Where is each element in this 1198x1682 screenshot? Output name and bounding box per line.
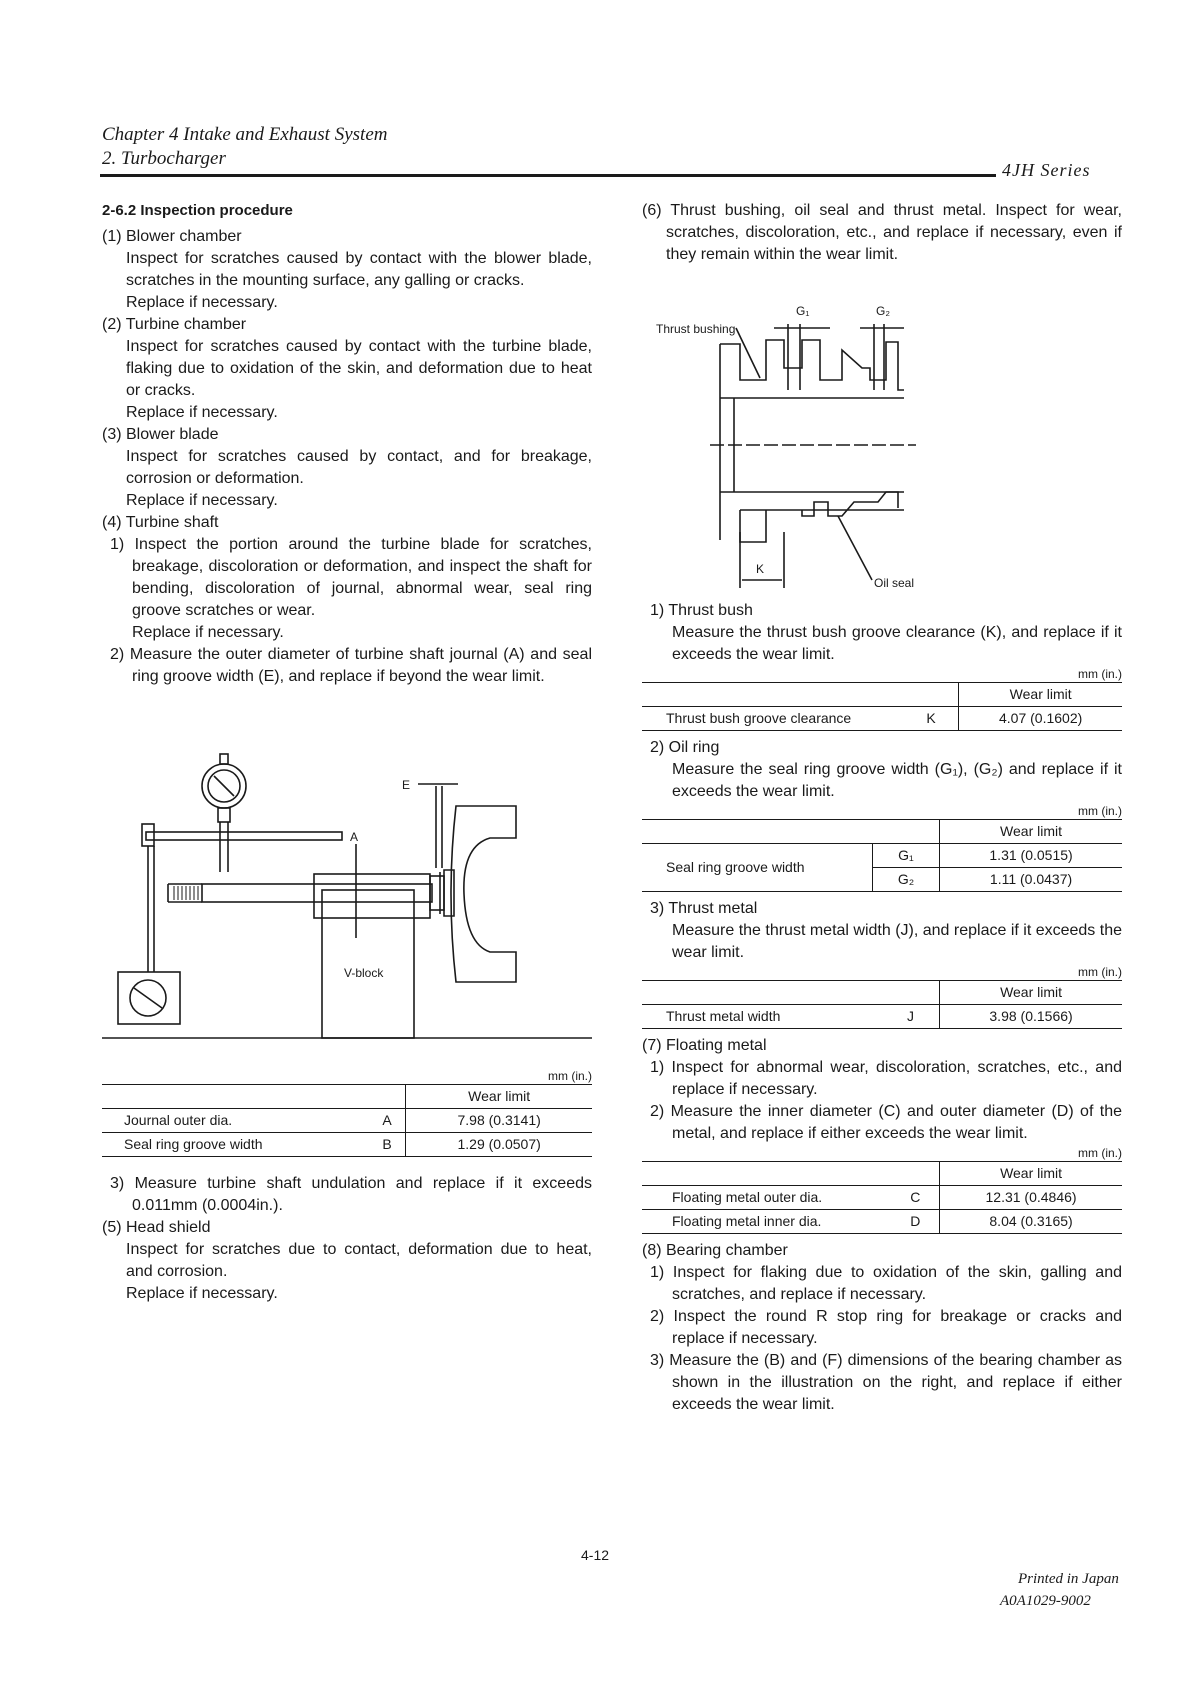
label-a: A — [350, 830, 359, 844]
table-header-wear-limit: Wear limit — [940, 981, 1122, 1005]
thrust-bush-wear-table — [642, 682, 1122, 731]
bearing-chamber-step-3: 3) Measure the (B) and (F) dimensions of the bearing chamber as shown in the illustration on the right, and replace if either exceeds the wear limit. — [650, 1352, 1122, 1413]
table-row: G₂ 1.11 (0.0437) — [642, 868, 1122, 892]
table-unit: mm (in.) — [1078, 1146, 1122, 1160]
left-column — [102, 200, 592, 1305]
thrust-metal-text: Measure the thrust metal width (J), and replace if it exceeds the wear limit. — [672, 922, 1122, 961]
inspection-procedure-title: 2-6.2 Inspection procedure — [102, 202, 293, 219]
table-unit: mm (in.) — [1078, 667, 1122, 681]
table-row: Journal outer dia. A 7.98 (0.3141) — [102, 1109, 592, 1133]
turbine-shaft-drawing — [102, 726, 592, 1056]
label-v-block: V-block — [344, 966, 384, 980]
table-unit: mm (in.) — [548, 1069, 592, 1083]
table-row: Floating metal inner dia. D 8.04 (0.3165) — [642, 1210, 1122, 1234]
thrust-metal-heading: 3) Thrust metal — [650, 900, 758, 917]
table-header-wear-limit: Wear limit — [959, 683, 1122, 707]
series-label: 4JH Series — [1002, 160, 1091, 180]
turbine-shaft-heading: (4) Turbine shaft — [102, 514, 219, 531]
table-row: Thrust bush groove clearance K 4.07 (0.1602) — [642, 707, 1122, 731]
floating-metal-wear-table — [642, 1161, 1122, 1234]
label-oil-seal: Oil seal — [874, 576, 915, 590]
table-header-row — [642, 981, 1122, 1005]
label-g2: G₂ — [876, 304, 890, 318]
turbine-chamber-heading: (2) Turbine chamber — [102, 316, 247, 333]
right-column — [642, 200, 1122, 1416]
table-header-wear-limit: Wear limit — [406, 1085, 592, 1109]
oil-ring-wear-table — [642, 819, 1122, 892]
label-g1: G₁ — [796, 304, 810, 318]
oil-ring-heading: 2) Oil ring — [650, 739, 720, 756]
table-header-wear-limit: Wear limit — [940, 1162, 1122, 1186]
table-unit: mm (in.) — [1078, 965, 1122, 979]
page-number: 4-12 — [581, 1547, 610, 1563]
turbine-shaft-step-3: 3) Measure turbine shaft undulation and replace if it exceeds 0.011mm (0.0004in.). — [110, 1175, 592, 1214]
table-header-row — [642, 683, 1122, 707]
thrust-metal-wear-table — [642, 980, 1122, 1029]
table-header-row — [642, 820, 1122, 844]
section-title: 2. Turbocharger — [102, 148, 226, 169]
table-row: Seal ring groove width B 1.29 (0.0507) — [102, 1133, 592, 1157]
table-header-row — [642, 1162, 1122, 1186]
turbine-shaft-replace: Replace if necessary. — [132, 624, 284, 641]
floating-metal-heading: (7) Floating metal — [642, 1037, 767, 1054]
thrust-bush-heading: 1) Thrust bush — [650, 602, 753, 619]
blower-blade-heading: (3) Blower blade — [102, 426, 219, 443]
turbine-chamber-text: Inspect for scratches caused by contact with the turbine blade, flaking due to oxidation of the skin, and deformation due to heat or cracks. — [126, 338, 592, 399]
blower-chamber-replace: Replace if necessary. — [126, 294, 278, 311]
table-header-wear-limit: Wear limit — [940, 820, 1122, 844]
head-shield-replace: Replace if necessary. — [126, 1285, 278, 1302]
turbine-shaft-wear-table — [102, 1084, 592, 1157]
head-shield-heading: (5) Head shield — [102, 1219, 211, 1236]
document-code: A0A1029-9002 — [1000, 1593, 1091, 1609]
label-k: K — [756, 562, 765, 576]
table-row: Thrust metal width J 3.98 (0.1566) — [642, 1005, 1122, 1029]
table-header-row — [102, 1085, 592, 1109]
label-thrust-bushing: Thrust bushing — [656, 322, 736, 336]
thrust-bush-text: Measure the thrust bush groove clearance (K), and replace if it exceeds the wear limit. — [672, 624, 1122, 663]
turbine-shaft-step-2: 2) Measure the outer diameter of turbine shaft journal (A) and seal ring groove width (E), and replace if beyond the wear limit. — [110, 646, 592, 685]
printed-in-japan: Printed in Japan — [1018, 1571, 1119, 1587]
head-shield-text: Inspect for scratches due to contact, deformation due to heat, and corrosion. — [126, 1241, 592, 1280]
table-row: Seal ring groove width G₁ 1.31 (0.0515) — [642, 844, 1122, 868]
turbine-shaft-measurement-figure — [102, 726, 592, 1056]
table-unit: mm (in.) — [1078, 804, 1122, 818]
bearing-chamber-step-2: 2) Inspect the round R stop ring for breakage or cracks and replace if necessary. — [650, 1308, 1122, 1347]
thrust-bushing-figure — [642, 280, 1122, 600]
turbine-shaft-step-1: 1) Inspect the portion around the turbine blade for scratches, breakage, discoloration or deformation, and inspect the shaft for bending, discoloration of journal, abnormal wear, seal ring groove scratches or wear. — [110, 536, 592, 619]
header-rule — [100, 174, 996, 177]
blower-chamber-heading: (1) Blower chamber — [102, 228, 242, 245]
bearing-chamber-step-1: 1) Inspect for flaking due to oxidation of the skin, galling and scratches, and replace if necessary. — [650, 1264, 1122, 1303]
label-e: E — [402, 778, 411, 792]
blower-chamber-text: Inspect for scratches caused by contact with the blower blade, scratches in the mounting surface, any galling or cracks. — [126, 250, 592, 289]
blower-blade-text: Inspect for scratches caused by contact, and for breakage, corrosion or deformation. — [126, 448, 592, 487]
chapter-title: Chapter 4 Intake and Exhaust System — [102, 124, 388, 145]
blower-blade-replace: Replace if necessary. — [126, 492, 278, 509]
turbine-shaft-table-block — [102, 1068, 592, 1157]
floating-metal-step-1: 1) Inspect for abnormal wear, discoloration, scratches, etc., and replace if necessary. — [650, 1059, 1122, 1098]
thrust-parts-heading: (6) Thrust bushing, oil seal and thrust metal. Inspect for wear, scratches, discoloration, etc., and replace if necessary, even if they remain within the wear limit. — [642, 202, 1122, 263]
turbine-chamber-replace: Replace if necessary. — [126, 404, 278, 421]
bearing-chamber-heading: (8) Bearing chamber — [642, 1242, 788, 1259]
oil-ring-text: Measure the seal ring groove width (G₁), (G₂) and replace if it exceeds the wear limit. — [672, 761, 1122, 800]
table-row: Floating metal outer dia. C 12.31 (0.4846) — [642, 1186, 1122, 1210]
floating-metal-step-2: 2) Measure the inner diameter (C) and outer diameter (D) of the metal, and replace if either exceeds the wear limit. — [650, 1103, 1122, 1142]
